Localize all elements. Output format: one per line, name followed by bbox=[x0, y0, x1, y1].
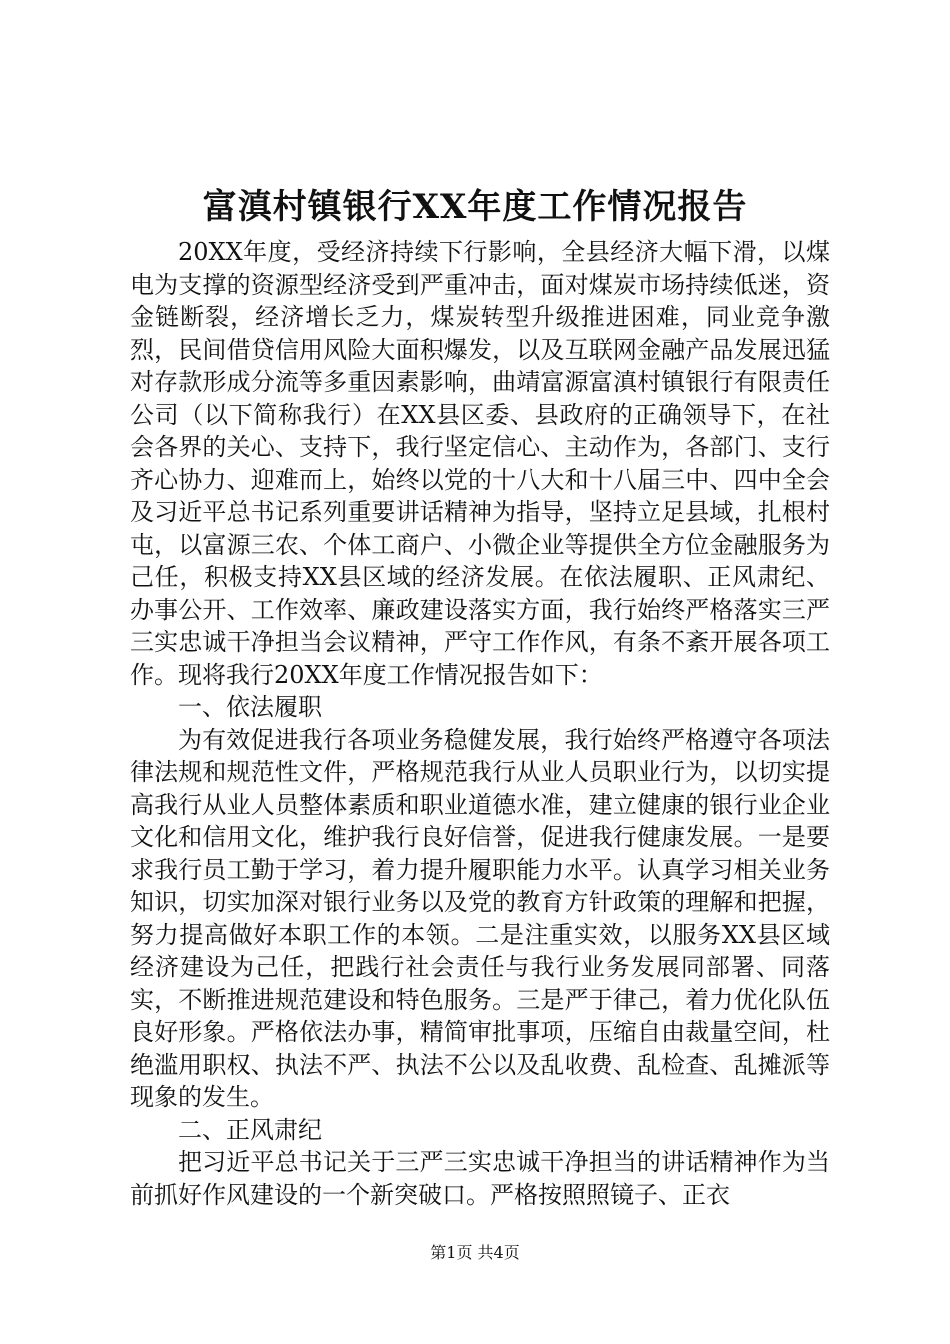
section-heading-1: 一、依法履职 bbox=[178, 693, 322, 721]
page-number-footer: 第1页 共4页 bbox=[430, 1243, 520, 1262]
document-body bbox=[130, 236, 830, 1211]
intro-paragraph: 20XX年度，受经济持续下行影响，全县经济大幅下滑，以煤电为支撑的资源型经济受到严重冲击，面对煤炭市场持续低迷，资金链断裂，经济增长乏力，煤炭转型升级推进困难，同业竞争激烈，民间借贷信用风险大面积爆发，以及互联网金融产品发展迅猛对存款形成分流等多重因素影响，曲靖富源富滇村镇银行有限责任公司（以下简称我行）在XX县区委、县政府的正确领导下，在社会各界的关心、支持下，我行坚定信心、主动作为，各部门、支行齐心协力、迎难而上，始终以党的十八大和十八届三中、四中全会及习近平总书记系列重要讲话精神为指导，坚持立足县域，扎根村屯，以富源三农、个体工商户、小微企业等提供全方位金融服务为己任，积极支持XX县区域的经济发展。在依法履职、正风肃纪、办事公开、工作效率、廉政建设落实方面，我行始终严格落实三严三实忠诚干净担当会议精神，严守工作作风，有条不紊开展各项工作。现将我行20XX年度工作情况报告如下： bbox=[130, 238, 830, 689]
document-title: 富滇村镇银行XX年度工作情况报告 bbox=[202, 187, 748, 227]
section-1-paragraph: 为有效促进我行各项业务稳健发展，我行始终严格遵守各项法律法规和规范性文件，严格规范我行从业人员职业行为，以切实提高我行从业人员整体素质和职业道德水准，建立健康的银行业企业文化和信用文化，维护我行良好信誉，促进我行健康发展。一是要求我行员工勤于学习，着力提升履职能力水平。认真学习相关业务知识，切实加深对银行业务以及党的教育方针政策的理解和把握，努力提高做好本职工作的本领。二是注重实效，以服务XX县区域经济建设为己任，把践行社会责任与我行业务发展同部署、同落实，不断推进规范建设和特色服务。三是严于律己，着力优化队伍良好形象。严格依法办事，精简审批事项，压缩自由裁量空间，杜绝滥用职权、执法不严、执法不公以及乱收费、乱检查、乱摊派等现象的发生。 bbox=[130, 725, 830, 1111]
section-heading-2: 二、正风肃纪 bbox=[178, 1115, 322, 1144]
section-2-paragraph: 把习近平总书记关于三严三实忠诚干净担当的讲话精神作为当前抓好作风建设的一个新突破口。严格按照照镜子、正衣 bbox=[130, 1148, 830, 1209]
